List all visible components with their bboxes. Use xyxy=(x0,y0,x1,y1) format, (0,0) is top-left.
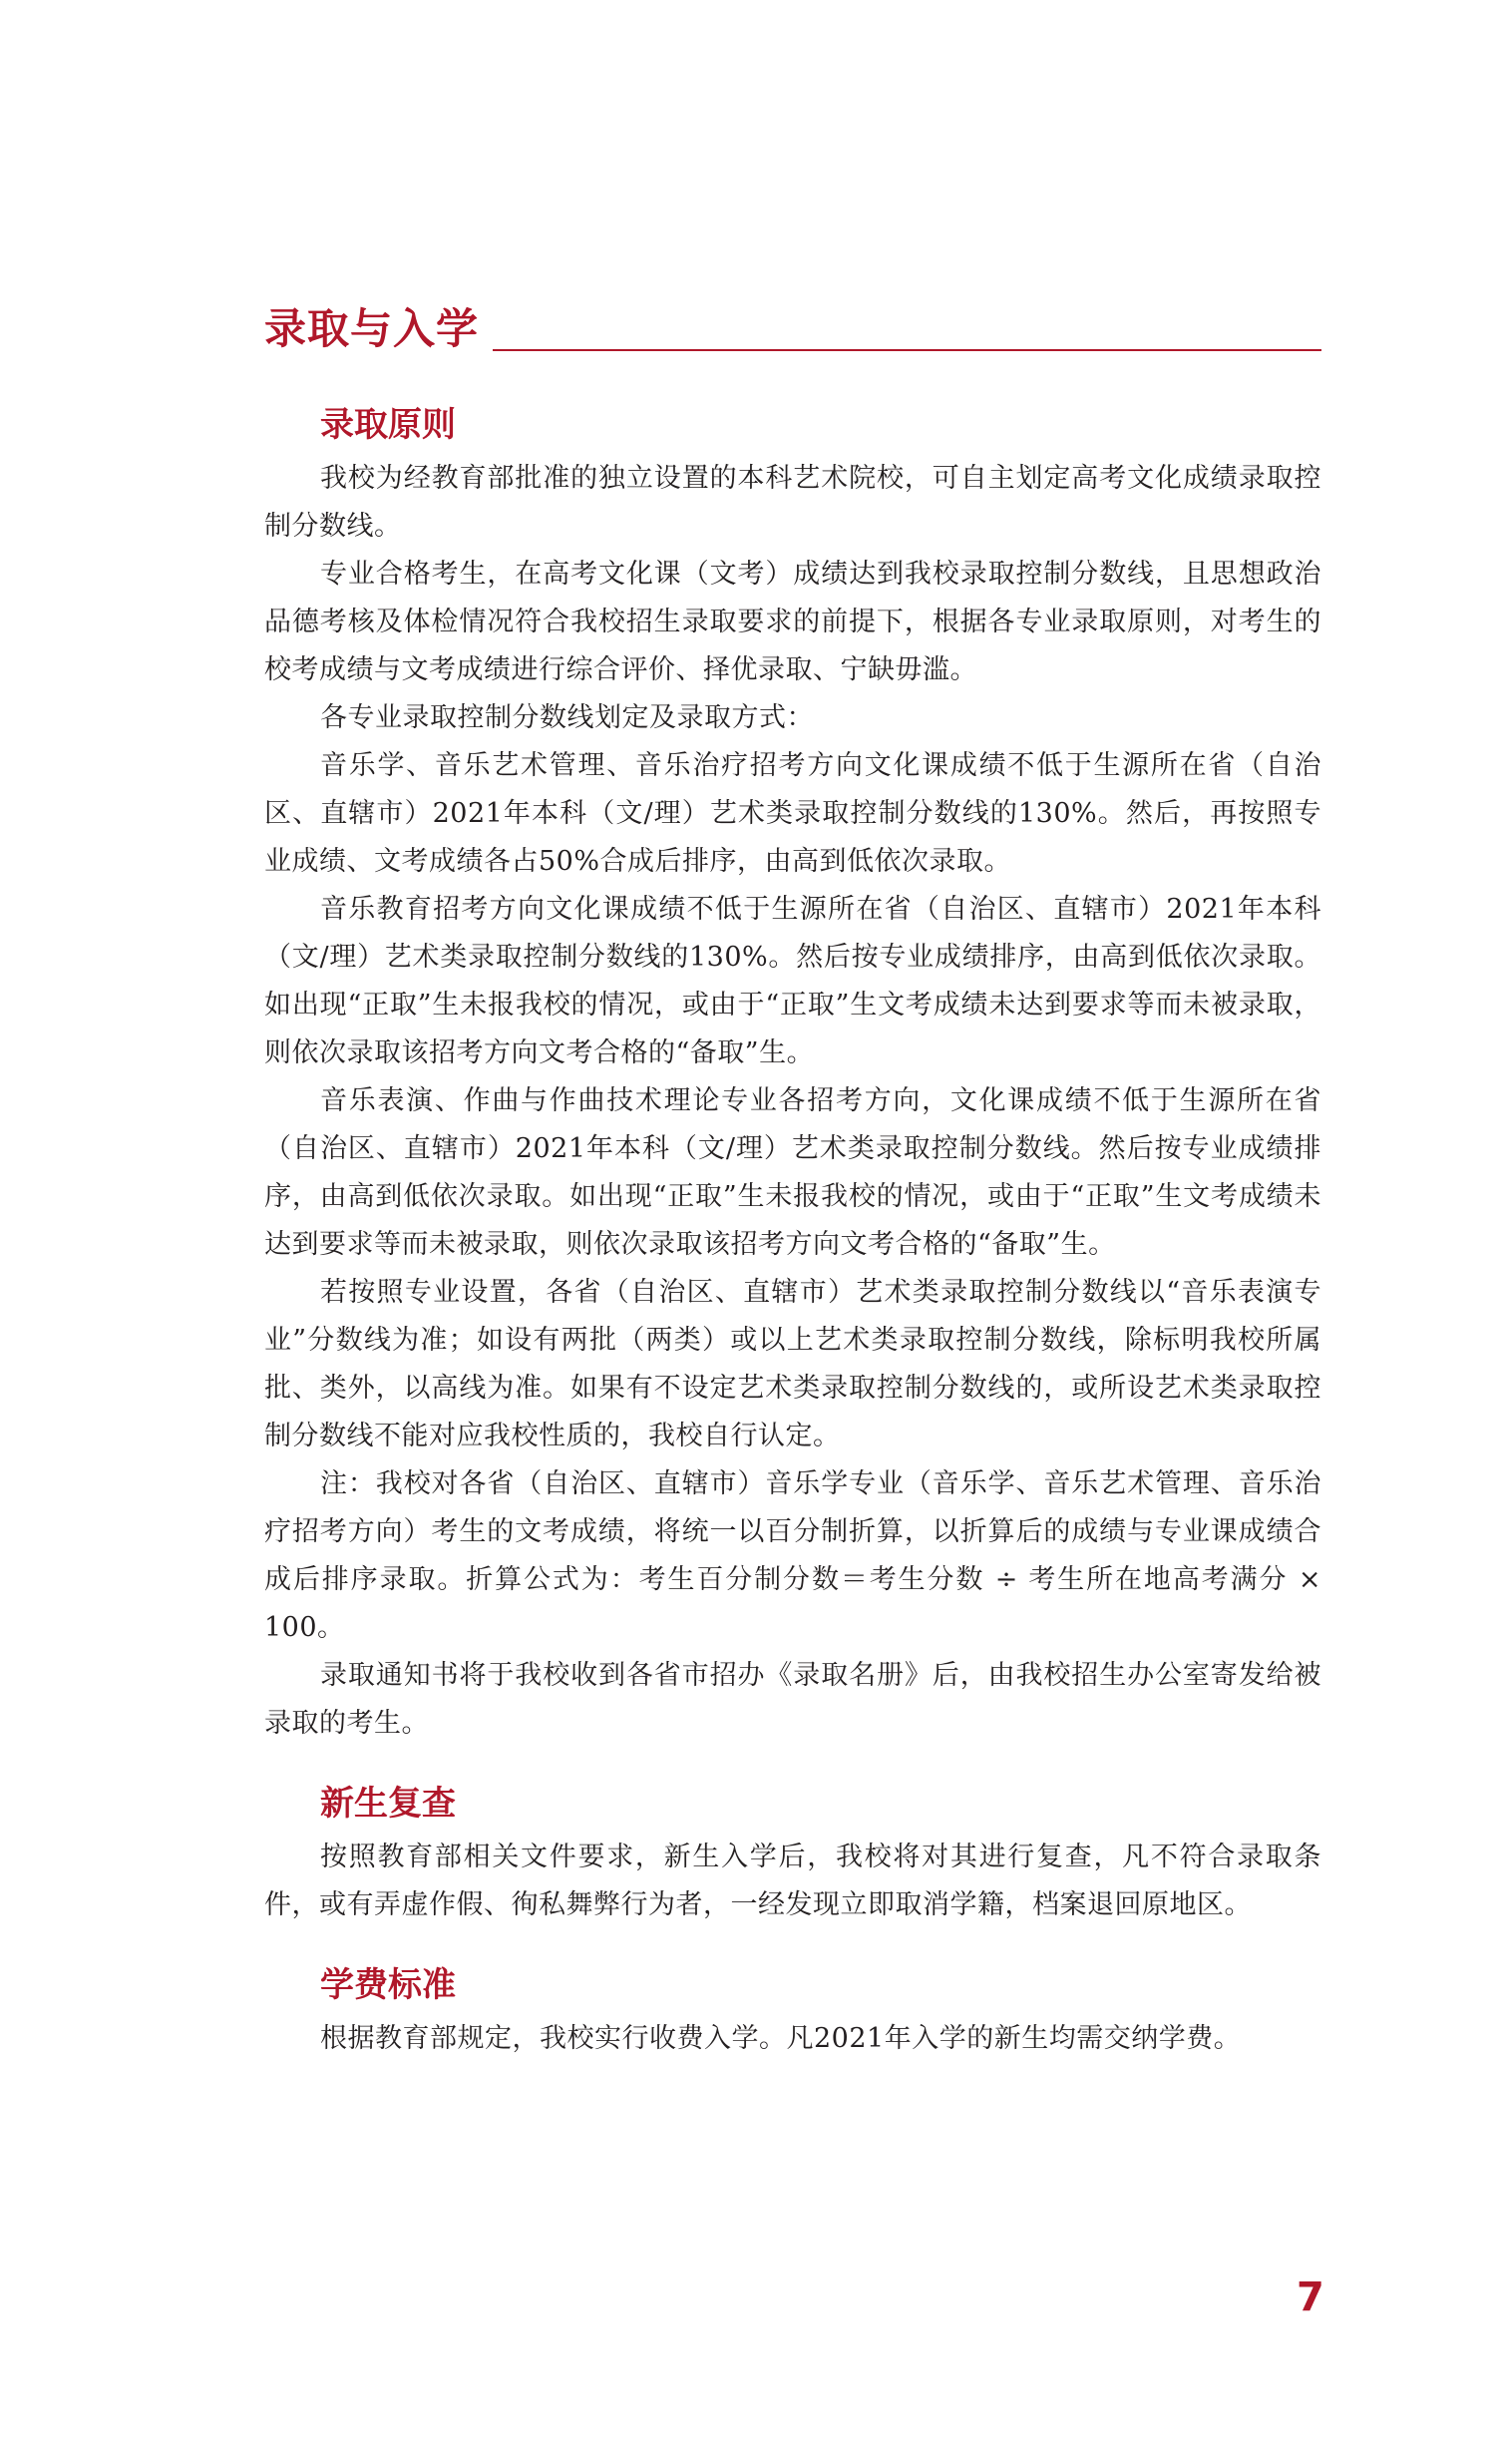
paragraph: 若按照专业设置，各省（自治区、直辖市）艺术类录取控制分数线以“音乐表演专业”分数线为准；如设有两批（两类）或以上艺术类录取控制分数线，除标明我校所属批、类外，以高线为准。如果有不设定艺术类录取控制分数线的，或所设艺术类录取控制分数线不能对应我校性质的，我校自行认定。 xyxy=(264,1277,1321,1451)
chapter-header xyxy=(264,299,1321,359)
paragraph: 专业合格考生，在高考文化课（文考）成绩达到我校录取控制分数线，且思想政治品德考核及体检情况符合我校招生录取要求的前提下，根据各专业录取原则，对考生的校考成绩与文考成绩进行综合评价、择优录取、宁缺毋滥。 xyxy=(264,559,1321,685)
paragraph: 录取通知书将于我校收到各省市招办《录取名册》后，由我校招生办公室寄发给被录取的考生。 xyxy=(264,1660,1321,1739)
section-title: 录取原则 xyxy=(320,405,456,445)
paragraph: 音乐学、音乐艺术管理、音乐治疗招考方向文化课成绩不低于生源所在省（自治区、直辖市）2021年本科（文/理）艺术类录取控制分数线的130%。然后，再按照专业成绩、文考成绩各占50%合成后排序，由高到低依次录取。 xyxy=(264,750,1321,877)
page-content xyxy=(264,299,1321,2063)
paragraph: 按照教育部相关文件要求，新生入学后，我校将对其进行复查，凡不符合录取条件，或有弄虚作假、徇私舞弊行为者，一经发现立即取消学籍，档案退回原地区。 xyxy=(264,1842,1321,1920)
section-freshman-review xyxy=(264,1778,1321,1929)
section-tuition-standard xyxy=(264,1959,1321,2063)
chapter-title: 录取与入学 xyxy=(264,304,480,353)
section-title: 新生复查 xyxy=(320,1784,456,1824)
section-title: 学费标准 xyxy=(320,1965,456,2005)
section-admission-principles xyxy=(264,399,1321,1748)
paragraph: 注：我校对各省（自治区、直辖市）音乐学专业（音乐学、音乐艺术管理、音乐治疗招考方向）考生的文考成绩，将统一以百分制折算，以折算后的成绩与专业课成绩合成后排序录取。折算公式为：考生百分制分数＝考生分数 ÷ 考生所在地高考满分 × 100。 xyxy=(264,1468,1321,1643)
paragraph: 根据教育部规定，我校实行收费入学。凡2021年入学的新生均需交纳学费。 xyxy=(320,2023,1242,2054)
paragraph: 音乐表演、作曲与作曲技术理论专业各招考方向，文化课成绩不低于生源所在省（自治区、直辖市）2021年本科（文/理）艺术类录取控制分数线。然后按专业成绩排序，由高到低依次录取。如出现“正取”生未报我校的情况，或由于“正取”生文考成绩未达到要求等而未被录取，则依次录取该招考方向文考合格的“备取”生。 xyxy=(264,1085,1321,1260)
paragraph: 我校为经教育部批准的独立设置的本科艺术院校，可自主划定高考文化成绩录取控制分数线。 xyxy=(264,463,1321,542)
paragraph: 各专业录取控制分数线划定及录取方式： xyxy=(320,702,814,733)
chapter-title-rule xyxy=(493,349,1321,351)
paragraph: 音乐教育招考方向文化课成绩不低于生源所在省（自治区、直辖市）2021年本科（文/理）艺术类录取控制分数线的130%。然后按专业成绩排序，由高到低依次录取。如出现“正取”生未报我校的情况，或由于“正取”生文考成绩未达到要求等而未被录取，则依次录取该招考方向文考合格的“备取”生。 xyxy=(264,894,1321,1068)
page-number: 7 xyxy=(1297,2274,1324,2320)
